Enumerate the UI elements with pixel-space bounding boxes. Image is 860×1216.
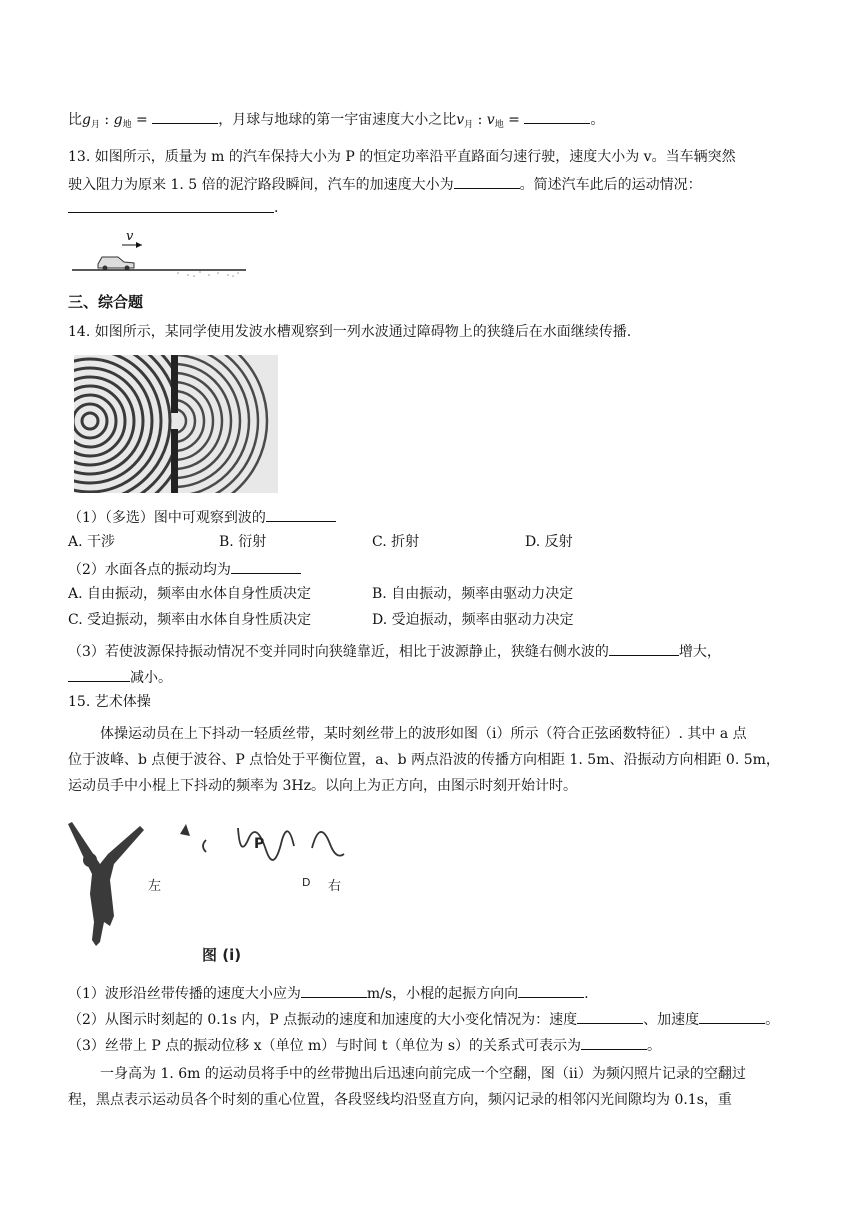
q15-para-3: 运动员手中小棍上下抖动的频率为 3Hz。以向上为正方向，由图示时刻开始计时。 — [68, 778, 577, 794]
answer-blank[interactable] — [152, 108, 218, 124]
velocity-label: v — [126, 229, 134, 244]
figure-caption: 图 (i) — [202, 946, 242, 964]
q15-para-1: 体操运动员在上下抖动一轻质丝带，某时刻丝带上的波形如图（i）所示（符合正弦函数特征）. 其中 a 点 — [100, 726, 747, 742]
q14-p1-option-d[interactable]: D. 反射 — [525, 534, 573, 550]
q13-line-1: 13. 如图所示，质量为 m 的汽车保持大小为 P 的恒定功率沿平直路面匀速行驶，速度大小为 v。当车辆突然 — [68, 149, 736, 165]
answer-blank[interactable] — [68, 666, 130, 682]
q12-ratio-line: 比$g_月$ : $g_地$ = ，月球与地球的第一宇宙速度大小之比$v_月$ : $v_地$ = 。 — [68, 108, 604, 135]
q15-sub-1: （1）波形沿丝带传播的速度大小应为 m/s，小棍的起振方向向 . — [68, 982, 589, 1004]
q14-p2-option-b[interactable]: B. 自由振动，频率由驱动力决定 — [372, 586, 574, 602]
answer-blank[interactable] — [301, 982, 367, 998]
q15-para-5: 程，黑点表示运动员各个时刻的重心位置，各段竖线均沿竖直方向，频闪记录的相邻闪光间隙均为 0.1s，重 — [68, 1092, 732, 1108]
answer-blank[interactable] — [609, 640, 679, 656]
point-p-label: P — [254, 836, 265, 852]
q14-part-3-cont: 减小。 — [68, 666, 172, 688]
q14-p2-option-d[interactable]: D. 受迫振动，频率由驱动力决定 — [372, 612, 574, 628]
q14-p1-option-b[interactable]: B. 衍射 — [219, 534, 267, 550]
ribbon-end — [180, 824, 190, 836]
d-label: D — [302, 876, 311, 889]
q14-part-1: （1）（多选）图中可观察到波的 — [68, 506, 336, 528]
left-label: 左 — [148, 879, 162, 894]
car-on-road-figure — [68, 228, 248, 278]
q14-p1-option-a[interactable]: A. 干涉 — [68, 534, 116, 550]
q14-part-3: （3）若使波源保持振动情况不变并同时向狭缝靠近，相比于波源静止，狭缝右侧水波的 增大， — [68, 640, 721, 662]
right-label: 右 — [328, 879, 342, 894]
q13-line-2: 驶入阻力为原来 1. 5 倍的泥泞路段瞬间，汽车的加速度大小为 。简述汽车此后的运动情况： — [68, 173, 702, 195]
ribbon-wave — [238, 828, 294, 860]
answer-blank[interactable] — [454, 173, 520, 189]
answer-blank[interactable] — [699, 1008, 765, 1024]
q14-p2-option-c[interactable]: C. 受迫振动，频率由水体自身性质决定 — [68, 612, 312, 628]
barrier-top — [171, 355, 178, 413]
q13-line-3-end: . — [274, 200, 279, 216]
answer-blank[interactable] — [581, 1034, 647, 1050]
answer-blank[interactable] — [577, 1008, 643, 1024]
gymnast-figure — [68, 822, 144, 946]
car-icon — [98, 257, 134, 271]
q15-para-2: 位于波峰、b 点便于波谷、P 点恰处于平衡位置，a、b 两点沿波的传播方向相距 1. 5m、沿振动方向相距 0. 5m， — [68, 752, 780, 768]
answer-blank[interactable] — [518, 982, 584, 998]
arrow-right-icon — [136, 242, 142, 248]
q15-title: 15. 艺术体操 — [68, 694, 151, 710]
q15-para-4: 一身高为 1. 6m 的运动员将手中的丝带抛出后迅速向前完成一个空翻，图（ii）为频闪照片记录的空翻过 — [100, 1066, 746, 1082]
ribbon-wave-figure — [62, 810, 362, 970]
barrier-bottom — [171, 429, 178, 493]
q14-p1-option-c[interactable]: C. 折射 — [372, 534, 420, 550]
water-wave-photo — [74, 355, 278, 493]
answer-blank[interactable] — [524, 108, 590, 124]
mud-dots — [177, 271, 239, 277]
q14-part-2: （2）水面各点的振动均为 — [68, 558, 301, 580]
q15-sub-2: （2）从图示时刻起的 0.1s 内，P 点振动的速度和加速度的大小变化情况为：速度 、加速度 。 — [68, 1008, 779, 1030]
section-heading: 三、综合题 — [68, 293, 144, 311]
answer-blank[interactable] — [266, 506, 336, 522]
answer-blank[interactable] — [231, 558, 301, 574]
q14-stem: 14. 如图所示，某同学使用发波水槽观察到一列水波通过障碍物上的狭缝后在水面继续传播. — [68, 324, 632, 340]
q14-p2-option-a[interactable]: A. 自由振动，频率由水体自身性质决定 — [68, 586, 312, 602]
q15-sub-3: （3）丝带上 P 点的振动位移 x（单位 m）与时间 t（单位为 s）的关系式可表示为 。 — [68, 1034, 661, 1056]
answer-blank-long[interactable] — [68, 212, 274, 213]
